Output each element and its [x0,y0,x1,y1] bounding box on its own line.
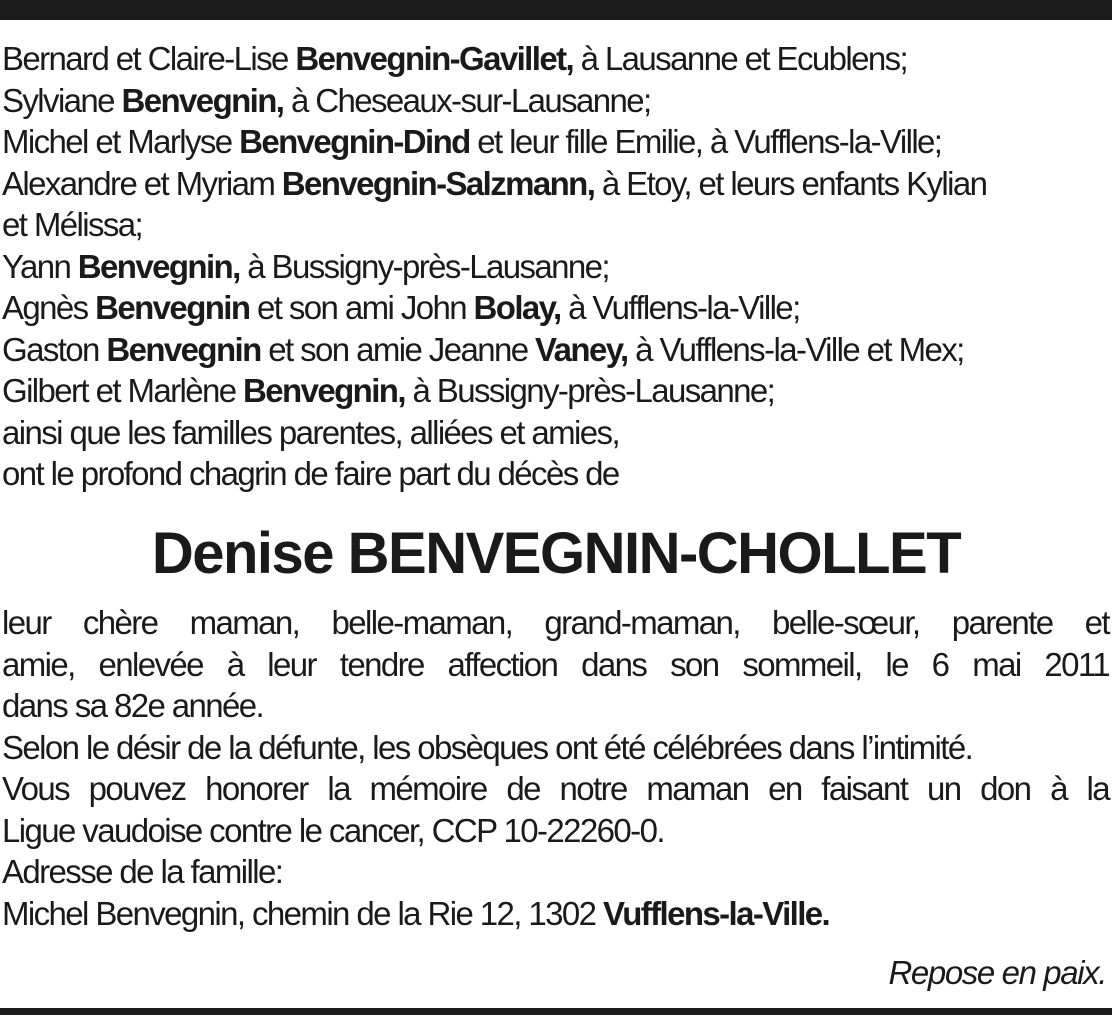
family-line: Gaston Benvegnin et son amie Jeanne Vaney, à Vufflens-la-Ville et Mex; [2,330,964,368]
family-list [2,38,1110,495]
family-line: Agnès Benvegnin et son ami John Bolay, à Vufflens-la-Ville; [2,289,800,326]
family-line: Bernard et Claire-Lise Benvegnin-Gavillet, à Lausanne et Ecublens; [2,40,908,77]
family-line: Sylviane Benvegnin, à Cheseaux-sur-Lausanne; [2,81,651,119]
family-line: et Mélissa; [2,206,143,243]
body-line: amie, enlevée à leur tendre affection dans son sommeil, le 6 mai 2011 [2,645,1109,683]
family-line: Yann Benvegnin, à Bussigny-près-Lausanne; [2,247,609,285]
body-line: Ligue vaudoise contre le cancer, CCP 10-22260-0. [2,811,664,849]
family-address: Michel Benvegnin, chemin de la Rie 12, 1302 Vufflens-la-Ville. [2,894,830,932]
body-line: Selon le désir de la défunte, les obsèques ont été célébrées dans l’intimité. [2,728,973,766]
bottom-rule [0,1008,1112,1015]
top-rule [0,0,1112,20]
family-line: Gilbert et Marlène Benvegnin, à Bussigny-près-Lausanne; [2,372,775,409]
notice-body [2,602,1109,934]
family-line: Michel et Marlyse Benvegnin-Dind et leur fille Emilie, à Vufflens-la-Ville; [2,123,942,160]
body-line: Adresse de la famille: [2,853,283,890]
signoff: Repose en paix. [888,954,1106,991]
family-line: Alexandre et Myriam Benvegnin-Salzmann, à Etoy, et leurs enfants Kylian [2,164,987,202]
family-line: ainsi que les familles parentes, alliées et amies, [2,413,620,451]
body-line: dans sa 82e année. [2,687,264,724]
deceased-name: Denise BENVEGNIN-CHOLLET [151,521,961,586]
body-line: leur chère maman, belle-maman, grand-maman, belle-sœur, parente et [2,604,1109,641]
family-line: ont le profond chagrin de faire part du décès de [2,455,619,492]
body-line: Vous pouvez honorer la mémoire de notre maman en faisant un don à la [2,770,1109,807]
